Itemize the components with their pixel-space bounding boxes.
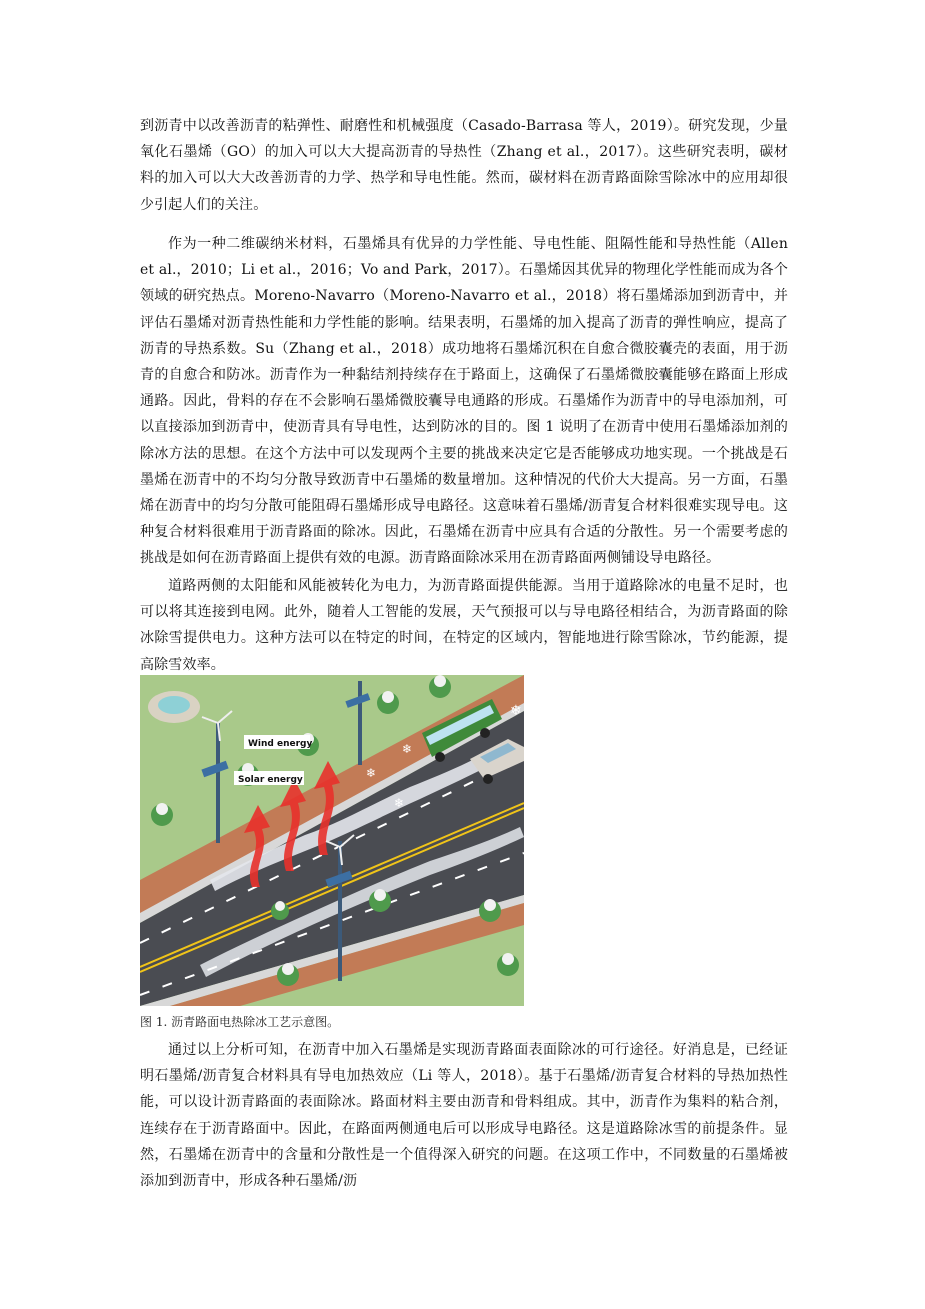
paragraph-2: 作为一种二维碳纳米材料，石墨烯具有优异的力学性能、导电性能、阻隔性能和导热性能（Allen et al.，2010；Li et al.，2016；Vo and Park，2017）。石墨烯因其优异的物理化学性能而成为各个领域的研究热点。Moreno-Navarro（Moreno-Navarro et al.，2018）将石墨烯添加到沥青中，并评估石墨烯对沥青热性能和力学性能的影响。结果表明，石墨烯的加入提高了沥青的弹性响应，提高了沥青的导热系数。Su（Zhang et al.，2018）成功地将石墨烯沉积在自愈合微胶囊壳的表面，用于沥青的自愈合和防冰。沥青作为一种黏结剂持续存在于路面上，这确保了石墨烯微胶囊能够在路面上形成通路。因此，骨料的存在不会影响石墨烯微胶囊导电通路的形成。石墨烯作为沥青中的导电添加剂，可以直接添加到沥青中，使沥青具有导电性，达到防冰的目的。图 1 说明了在沥青中使用石墨烯添加剂的除冰方法的思想。在这个方法中可以发现两个主要的挑战来决定它是否能够成功地实现。一个挑战是石墨烯在沥青中的不均匀分散导致沥青中石墨烯的数量增加。这种情况的代价大大提高。另一方面，石墨烯在沥青中的均匀分散可能阻碍石墨烯形成导电路径。这意味着石墨烯/沥青复合材料很难实现导电。这种复合材料很难用于沥青路面的除冰。因此，石墨烯在沥青中应具有合适的分散性。另一个需要考虑的挑战是如何在沥青路面上提供有效的电源。沥青路面除冰采用在沥青路面两侧铺设导电路径。 bbox=[140, 236, 788, 567]
svg-text:❄: ❄ bbox=[402, 742, 413, 756]
paragraph-1: 到沥青中以改善沥青的粘弹性、耐磨性和机械强度（Casado-Barrasa 等人，2019）。研究发现，少量氧化石墨烯（GO）的加入可以大大提高沥青的导热性（Zhang et al.，2017）。这些研究表明，碳材料的加入可以大大改善沥青的力学、热学和导电性能。然而，碳材料在沥青路面除雪除冰中的应用却很少引起人们的关注。 bbox=[140, 118, 788, 213]
paragraph-3: 道路两侧的太阳能和风能被转化为电力，为沥青路面提供能源。当用于道路除冰的电量不足时，也可以将其连接到电网。此外，随着人工智能的发展，天气预报可以与导电路径相结合，为沥青路面的除冰除雪提供电力。这种方法可以在特定的时间，在特定的区域内，智能地进行除雪除冰，节约能源，提高除雪效率。 bbox=[140, 578, 788, 673]
svg-text:❄: ❄ bbox=[394, 796, 405, 810]
svg-text:❄: ❄ bbox=[510, 703, 522, 719]
wind-energy-label: Wind energy bbox=[248, 739, 313, 749]
fountain-water bbox=[158, 696, 190, 714]
figure-caption: 图 1. 沥青路面电热除冰工艺示意图。 bbox=[140, 1015, 340, 1029]
figure-1-road-deicing-illustration bbox=[140, 675, 524, 1006]
svg-text:❄: ❄ bbox=[366, 766, 377, 780]
solar-energy-label: Solar energy bbox=[238, 775, 303, 785]
paragraph-4: 通过以上分析可知，在沥青中加入石墨烯是实现沥青路面表面除冰的可行途径。好消息是，已经证明石墨烯/沥青复合材料具有导电加热效应（Li 等人，2018）。基于石墨烯/沥青复合材料的导热加热性能，可以设计沥青路面的表面除冰。路面材料主要由沥青和骨料组成。其中，沥青作为集料的粘合剂，连续存在于沥青路面中。因此，在路面两侧通电后可以形成导电路径。这是道路除冰雪的前提条件。显然，石墨烯在沥青中的含量和分散性是一个值得深入研究的问题。在这项工作中，不同数量的石墨烯被添加到沥青中，形成各种石墨烯/沥 bbox=[140, 1042, 788, 1190]
